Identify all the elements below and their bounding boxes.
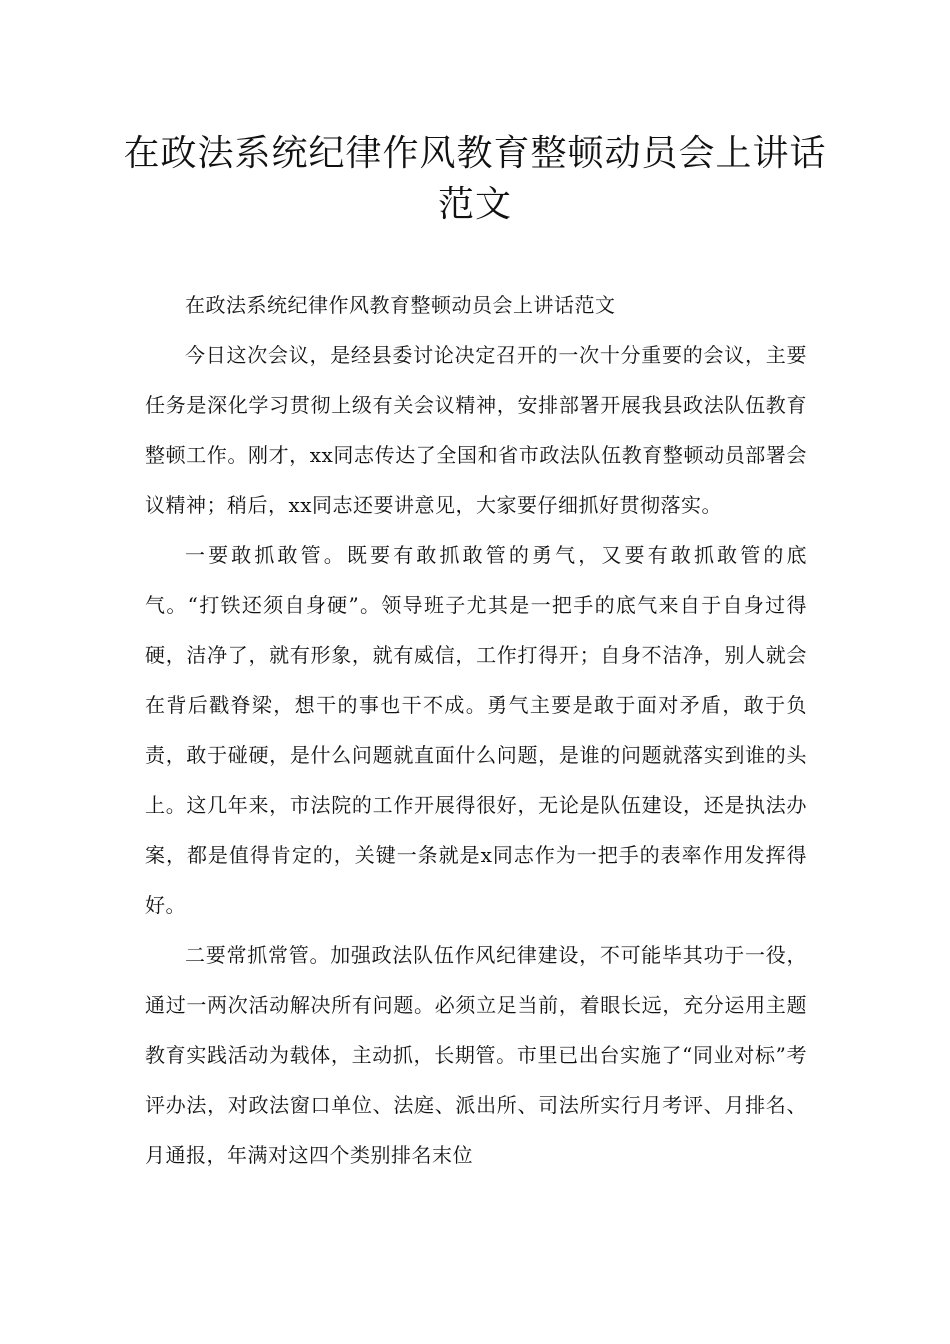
- paragraph-heading: 在政法系统纪律作风教育整顿动员会上讲话范文: [185, 293, 616, 317]
- document-title: 在政法系统纪律作风教育整顿动员会上讲话范文: [123, 133, 827, 225]
- document-body: [145, 280, 807, 1180]
- paragraph-point-two: 二要常抓常管。加强政法队伍作风纪律建设，不可能毕其功于一役，通过一两次活动解决所有问题。必须立足当前，着眼长远，充分运用主题教育实践活动为载体，主动抓，长期管。市里已出台实施了“同业对标”考评办法，对政法窗口单位、法庭、派出所、司法所实行月考评、月排名、月通报，年满对这四个类别排名末位: [145, 943, 807, 1167]
- paragraph-point-one: 一要敢抓敢管。既要有敢抓敢管的勇气，又要有敢抓敢管的底气。“打铁还须自身硬”。领导班子尤其是一把手的底气来自于自身过得硬，洁净了，就有形象，就有威信，工作打得开；自身不洁净，别人就会在背后戳脊梁，想干的事也干不成。勇气主要是敢于面对矛盾，敢于负责，敢于碰硬，是什么问题就直面什么问题，是谁的问题就落实到谁的头上。这几年来，市法院的工作开展得很好，无论是队伍建设，还是执法办案，都是值得肯定的，关键一条就是x同志作为一把手的表率作用发挥得好。: [145, 543, 807, 917]
- paragraph-intro: 今日这次会议，是经县委讨论决定召开的一次十分重要的会议，主要任务是深化学习贯彻上级有关会议精神，安排部署开展我县政法队伍教育整顿工作。刚才，xx同志传达了全国和省市政法队伍教育整顿动员部署会议精神；稍后，xx同志还要讲意见，大家要仔细抓好贯彻落实。: [145, 343, 807, 517]
